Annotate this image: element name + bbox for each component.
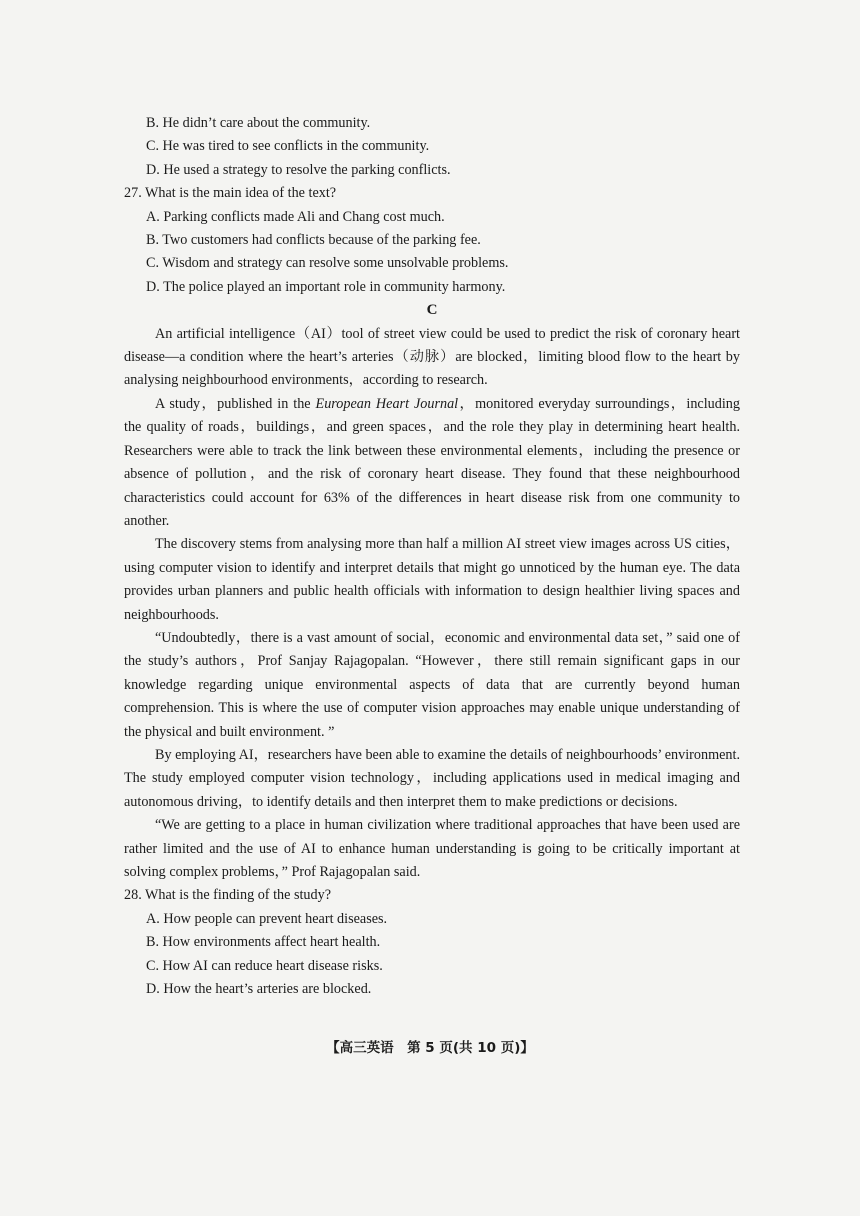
q28-option-d: D. How the heart’s arteries are blocked. (146, 981, 372, 998)
p2-before: A study，published in the (155, 395, 316, 412)
q27-option-b: B. Two customers had conflicts because of the parking fee. (146, 232, 481, 249)
q27-option-a: A. Parking conflicts made Ali and Chang cost much. (146, 208, 445, 225)
journal-name: European Heart Journal (315, 395, 459, 412)
passage-paragraph-2 (124, 393, 740, 533)
passage-paragraph-6: “We are getting to a place in human civilization where traditional approaches that have been used are rather limited and the use of AI to enhance human understanding is going to be critically important at solving complex problems，” Prof Rajagopalan said. (124, 817, 740, 880)
q27-stem: 27. What is the main idea of the text? (124, 185, 337, 202)
passage-paragraph-5: By employing AI，researchers have been able to examine the details of neighbourhoods’ environment. The study employed computer vision technology，including applications used in medical imaging and autonomous driving，to identify details and then interpret them to make predictions or decisions. (124, 746, 740, 810)
q27-option-d: D. The police played an important role in community harmony. (146, 278, 506, 295)
q26-option-c: C. He was tired to see conflicts in the community. (146, 138, 430, 155)
q28-option-c: C. How AI can reduce heart disease risks. (146, 957, 383, 974)
passage-paragraph-1: An artificial intelligence（AI）tool of street view could be used to predict the risk of coronary heart disease—a condition where the heart’s arteries（动脉）are blocked，limiting blood flow to the heart by analysing neighbourhood environments，according to research. (124, 325, 740, 389)
q27-option-c: C. Wisdom and strategy can resolve some unsolvable problems. (146, 255, 509, 272)
q28-option-b: B. How environments affect heart health. (146, 934, 381, 951)
q26-option-d: D. He used a strategy to resolve the parking conflicts. (146, 161, 451, 178)
passage-paragraph-3: The discovery stems from analysing more than half a million AI street view images across US cities，using computer vision to identify and interpret details that might go unnoticed by the human eye. The data provides urban planners and public health officials with information to design healthier living spaces and neighbourhoods. (124, 536, 740, 623)
passage-paragraph-4: “Undoubtedly，there is a vast amount of social，economic and environmental data set，” said one of the study’s authors，Prof Sanjay Rajagopalan. “However，there still remain significant gaps in our knowledge regarding unique environmental aspects of data that are currently beyond human comprehension. This is where the use of computer vision approaches may enable unique understanding of the physical and built environment. ” (124, 629, 740, 740)
q28-option-a: A. How people can prevent heart diseases. (146, 910, 388, 927)
section-letter: C (426, 302, 438, 319)
p2-after: ，monitored everyday surroundings，including the quality of roads，buildings，and green spaces，and the role they play in determining heart health. Researchers were able to track the link between these environmental elements，including the presence or absence of pollution，and the risk of coronary heart disease. They found that these neighbourhood characteristics could account for 63% of the differences in heart disease risk from one community to another. (124, 395, 740, 529)
q28-stem: 28. What is the finding of the study? (124, 887, 332, 904)
page-content (124, 112, 740, 1001)
page-footer: 【高三英语 第 5 页(共 10 页)】 (326, 1040, 534, 1056)
q26-option-b: B. He didn’t care about the community. (146, 115, 371, 131)
